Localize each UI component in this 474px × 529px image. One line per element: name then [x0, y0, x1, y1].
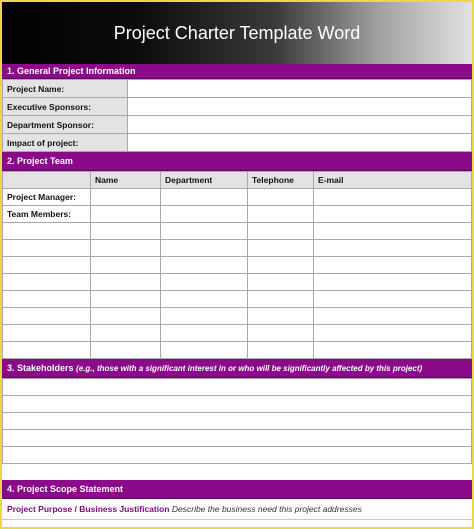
section-stakeholders-heading: [2, 359, 472, 378]
section-general-title: 1. General Project Information: [7, 66, 136, 76]
table-row: [3, 342, 472, 359]
section-team-title: 2. Project Team: [7, 156, 73, 166]
executive-sponsors-field[interactable]: [128, 98, 472, 116]
team-cell[interactable]: [161, 274, 248, 291]
team-cell[interactable]: [91, 189, 161, 206]
department-sponsor-label: Department Sponsor:: [3, 116, 128, 134]
table-row: [3, 447, 472, 464]
project-purpose-description: Describe the business need this project addresses: [171, 504, 362, 514]
team-cell[interactable]: [314, 240, 472, 257]
section-stakeholders-title: 3. Stakeholders: [7, 363, 74, 373]
stakeholders-table: [2, 378, 472, 464]
team-cell[interactable]: [91, 257, 161, 274]
team-cell[interactable]: [248, 257, 314, 274]
table-row: [3, 291, 472, 308]
table-row: [3, 396, 472, 413]
section-scope-heading: [2, 480, 472, 499]
team-cell[interactable]: [91, 291, 161, 308]
team-cell[interactable]: [91, 308, 161, 325]
team-header-email: E-mail: [314, 172, 472, 189]
team-cell[interactable]: [161, 325, 248, 342]
table-row: [3, 98, 472, 116]
project-purpose-label: Project Purpose / Business Justification: [7, 504, 170, 514]
team-cell[interactable]: [314, 274, 472, 291]
project-name-label: Project Name:: [3, 80, 128, 98]
section-team-heading: [2, 152, 472, 171]
table-row: [3, 189, 472, 206]
team-cell[interactable]: [91, 240, 161, 257]
team-cell[interactable]: [91, 325, 161, 342]
team-cell[interactable]: [314, 308, 472, 325]
team-cell[interactable]: [3, 325, 91, 342]
team-header-name: Name: [91, 172, 161, 189]
team-cell[interactable]: [3, 257, 91, 274]
section-stakeholders-note: (e.g., those with a significant interest in or who will be significantly affected by this project): [76, 364, 423, 373]
team-header-blank: [3, 172, 91, 189]
team-members-label: Team Members:: [3, 206, 91, 223]
team-cell[interactable]: [314, 206, 472, 223]
team-cell[interactable]: [248, 223, 314, 240]
table-row: [3, 413, 472, 430]
team-cell[interactable]: [248, 274, 314, 291]
team-cell[interactable]: [314, 189, 472, 206]
team-cell[interactable]: [161, 257, 248, 274]
table-row: [3, 223, 472, 240]
project-team-table: [2, 171, 472, 359]
team-cell[interactable]: [314, 257, 472, 274]
table-row: [3, 308, 472, 325]
project-manager-label: Project Manager:: [3, 189, 91, 206]
team-cell[interactable]: [91, 274, 161, 291]
impact-of-project-field[interactable]: [128, 134, 472, 152]
table-row: [3, 240, 472, 257]
team-cell[interactable]: [314, 342, 472, 359]
team-cell[interactable]: [3, 223, 91, 240]
impact-of-project-label: Impact of project:: [3, 134, 128, 152]
team-cell[interactable]: [248, 342, 314, 359]
section-scope-title: 4. Project Scope Statement: [7, 484, 124, 494]
team-cell[interactable]: [91, 342, 161, 359]
table-row: [3, 80, 472, 98]
project-name-field[interactable]: [128, 80, 472, 98]
executive-sponsors-label: Executive Sponsors:: [3, 98, 128, 116]
team-header-telephone: Telephone: [248, 172, 314, 189]
team-cell[interactable]: [161, 308, 248, 325]
team-cell[interactable]: [161, 291, 248, 308]
team-cell[interactable]: [3, 240, 91, 257]
team-cell[interactable]: [314, 291, 472, 308]
section-general-heading: [2, 64, 472, 79]
stakeholder-cell[interactable]: [3, 430, 472, 447]
purpose-lines: [2, 520, 472, 529]
team-cell[interactable]: [314, 223, 472, 240]
team-cell[interactable]: [3, 274, 91, 291]
blank-line: [2, 520, 472, 529]
project-purpose-row[interactable]: [2, 499, 472, 520]
team-cell[interactable]: [248, 206, 314, 223]
team-cell[interactable]: [91, 206, 161, 223]
team-cell[interactable]: [3, 308, 91, 325]
team-cell[interactable]: [161, 223, 248, 240]
team-cell[interactable]: [248, 189, 314, 206]
stakeholder-cell[interactable]: [3, 413, 472, 430]
team-cell[interactable]: [161, 342, 248, 359]
team-header-department: Department: [161, 172, 248, 189]
team-cell[interactable]: [248, 308, 314, 325]
document-title: Project Charter Template Word: [113, 22, 361, 43]
team-header-row: [3, 172, 472, 189]
table-row: [3, 379, 472, 396]
table-row: [3, 430, 472, 447]
stakeholder-cell[interactable]: [3, 447, 472, 464]
table-row: [3, 274, 472, 291]
table-row: [3, 116, 472, 134]
table-row: [3, 325, 472, 342]
team-cell[interactable]: [248, 291, 314, 308]
table-row: [3, 206, 472, 223]
department-sponsor-field[interactable]: [128, 116, 472, 134]
team-cell[interactable]: [248, 325, 314, 342]
team-cell[interactable]: [314, 325, 472, 342]
table-row: [3, 257, 472, 274]
team-cell[interactable]: [161, 206, 248, 223]
team-cell[interactable]: [161, 240, 248, 257]
stakeholder-cell[interactable]: [3, 379, 472, 396]
team-cell[interactable]: [3, 291, 91, 308]
team-cell[interactable]: [161, 189, 248, 206]
section-spacer: [2, 464, 472, 480]
team-cell[interactable]: [3, 342, 91, 359]
stakeholder-cell[interactable]: [3, 396, 472, 413]
team-cell[interactable]: [248, 240, 314, 257]
table-row: [3, 134, 472, 152]
general-info-table: [2, 79, 472, 152]
team-cell[interactable]: [91, 223, 161, 240]
title-banner: [2, 2, 472, 64]
